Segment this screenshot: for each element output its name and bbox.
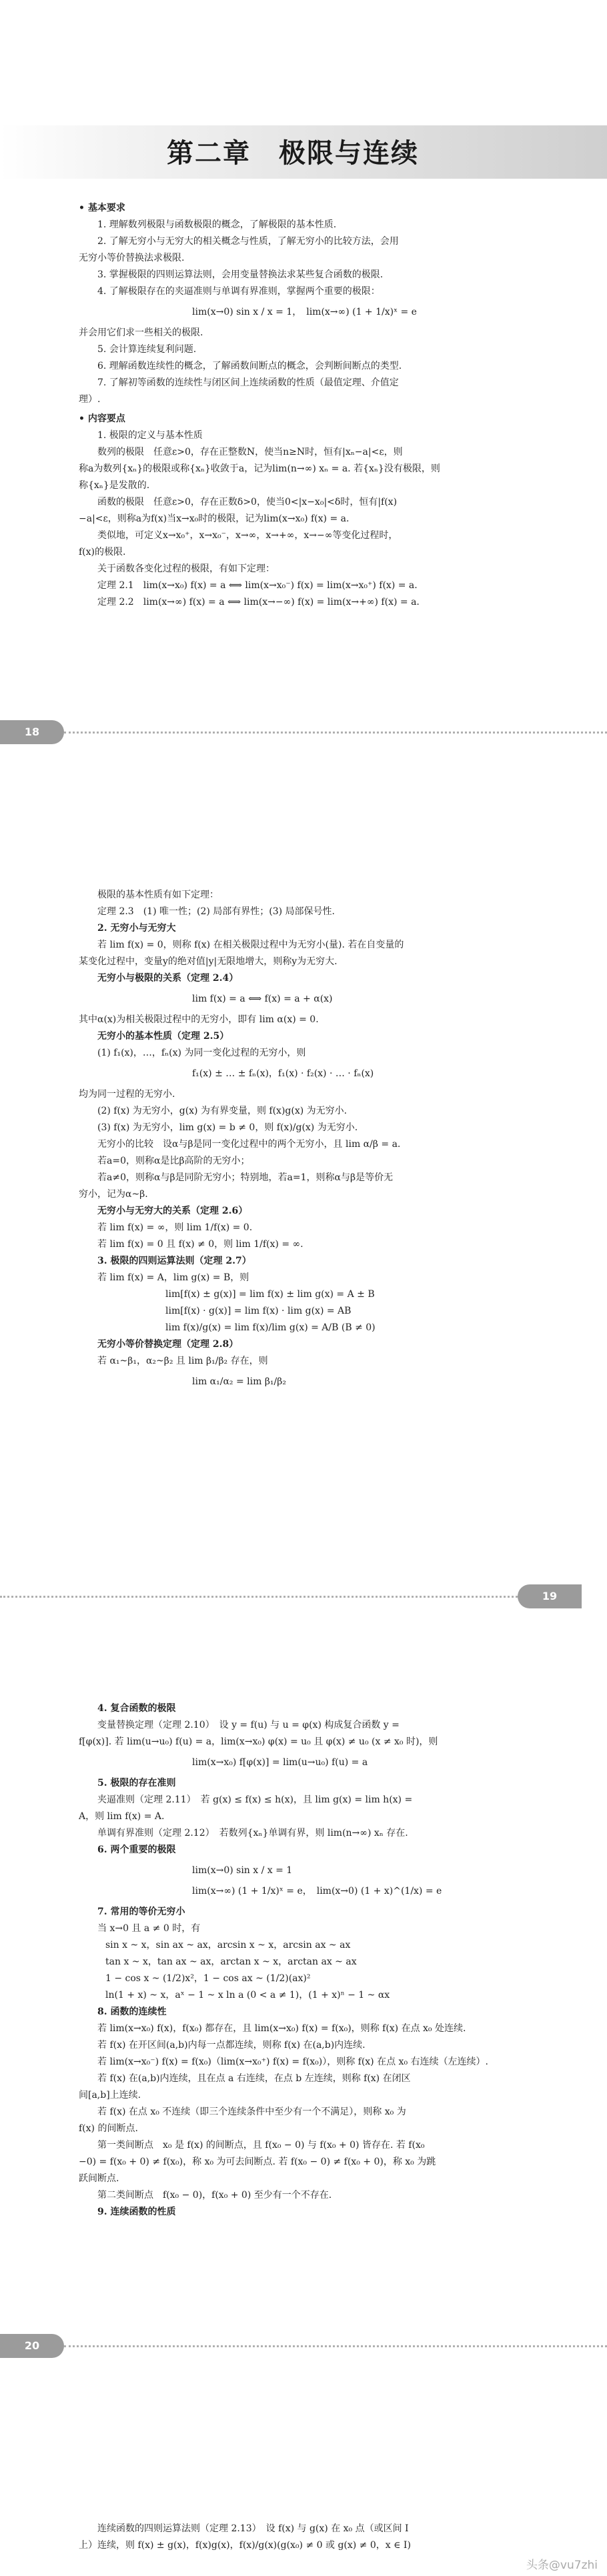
- text-line: 无穷小与无穷大的关系（定理 2.6）: [97, 1206, 248, 1216]
- text-line: 穷小，记为α~β.: [79, 1189, 148, 1200]
- text-line: 函数的极限 任意ε>0，存在正数δ>0，使当0<|x−x₀|<δ时，恒有|f(x): [97, 497, 398, 507]
- text-line: 定理 2.3 (1) 唯一性；(2) 局部有界性；(3) 局部保号性.: [97, 906, 336, 917]
- text-line: 若 lim f(x) = A，lim g(x) = B，则: [97, 1272, 249, 1283]
- text-line: 当 x→0 且 a ≠ 0 时，有: [97, 1923, 201, 1934]
- text-line: 单调有界准则（定理 2.12） 若数列{xₙ}单调有界，则 lim(n→∞) xₙ 存在.: [97, 1828, 408, 1838]
- text-line: 1. 理解数列极限与函数极限的概念，了解极限的基本性质.: [97, 219, 337, 230]
- text-line: 无穷小等价替换法求极限.: [79, 253, 185, 263]
- text-line: 9. 连续函数的性质: [97, 2207, 176, 2217]
- formula-line: tan x ~ x，tan ax ~ ax，arctan x ~ x，arctan ax ~ ax: [105, 1957, 357, 1967]
- text-line: −0) = f(x₀ + 0) ≠ f(x₀)，称 x₀ 为可去间断点. 若 f(x₀ − 0) ≠ f(x₀ + 0)，称 x₀ 为跳: [79, 2157, 436, 2167]
- text-line: 3. 掌握极限的四则运算法则，会用变量替换法求某些复合函数的极限.: [97, 269, 384, 280]
- page-number: 20: [24, 2339, 40, 2352]
- page-divider: [64, 2345, 607, 2347]
- text-line: −a|<ε，则称a为f(x)当x→x₀时的极限，记为lim(x→x₀) f(x) = a.: [79, 513, 350, 524]
- text-line: 若 f(x) 在开区间(a,b)内每一点都连续，则称 f(x) 在(a,b)内连续.: [97, 2040, 366, 2051]
- text-line: 5. 极限的存在准则: [97, 1778, 176, 1788]
- text-line: 间[a,b]上连续.: [79, 2090, 141, 2101]
- text-line: 夹逼准则（定理 2.11） 若 g(x) ≤ f(x) ≤ h(x)，且 lim g(x) = lim h(x) =: [97, 1794, 413, 1805]
- text-line: 若 f(x) 在(a,b)内连续，且在点 a 右连续，在点 b 左连续，则称 f(x) 在闭区: [97, 2073, 411, 2084]
- page-20-content: [79, 1700, 539, 2221]
- text-line: 第二类间断点 f(x₀ − 0)，f(x₀ + 0) 至少有一个不存在.: [97, 2190, 332, 2201]
- text-line: 无穷小的比较 设α与β是同一变化过程中的两个无穷小，且 lim α/β = a.: [97, 1139, 401, 1150]
- formula-line: lim(x→∞) (1 + 1/x)ˣ = e， lim(x→0) (1 + x)^(1/x) = e: [192, 1886, 442, 1896]
- page-20: [0, 1700, 607, 2576]
- text-line: f(x)的极限.: [79, 547, 126, 557]
- formula-line: lim(x→0) sin x / x = 1， lim(x→∞) (1 + 1/x)ˣ = e: [192, 307, 417, 317]
- text-line: 上）连续，则 f(x) ± g(x)，f(x)g(x)，f(x)/g(x)(g(x₀) ≠ 0 或 g(x) ≠ 0，x ∈ I): [79, 2540, 411, 2551]
- page-19: [0, 887, 607, 1614]
- page-number-tab: [518, 1584, 582, 1608]
- page-divider: [0, 1596, 518, 1598]
- formula-line: lim[f(x) ± g(x)] = lim f(x) ± lim g(x) = A ± B: [165, 1289, 375, 1300]
- text-line: 均为同一过程的无穷小.: [79, 1089, 175, 1100]
- text-line: 变量替换定理（定理 2.10） 设 y = f(u) 与 u = φ(x) 构成复合函数 y =: [97, 1720, 400, 1730]
- text-line: 若a=0，则称α是比β高阶的无穷小；: [97, 1156, 250, 1166]
- chapter-title: 第二章 极限与连续: [167, 138, 419, 169]
- text-line: f[φ(x)]. 若 lim(u→u₀) f(u) = a，lim(x→x₀) φ(x) = u₀ 且 φ(x) ≠ u₀ (x ≠ x₀ 时)，则: [79, 1736, 438, 1747]
- formula-line: lim f(x) = a ⟺ f(x) = a + α(x): [192, 994, 333, 1004]
- page-19-content: [79, 887, 539, 1394]
- text-line: • 基本要求: [79, 203, 125, 213]
- text-line: 称a为数列{xₙ}的极限或称{xₙ}收敛于a，记为lim(n→∞) xₙ = a. 若{xₙ}没有极限，则: [79, 463, 440, 474]
- text-line: 若 f(x) 在点 x₀ 不连续（即三个连续条件中至少有一个不满足），则称 x₀ 为: [97, 2107, 406, 2117]
- text-line: 定理 2.2 lim(x→∞) f(x) = a ⟺ lim(x→−∞) f(x) = lim(x→+∞) f(x) = a.: [97, 597, 420, 607]
- text-line: 若 α₁~β₁，α₂~β₂ 且 lim β₁/β₂ 存在，则: [97, 1356, 268, 1366]
- page-18: [0, 0, 607, 754]
- chapter-banner: [0, 125, 607, 179]
- page-number: 18: [24, 726, 40, 738]
- text-line: 无穷小的基本性质（定理 2.5）: [97, 1031, 229, 1042]
- text-line: 2. 无穷小与无穷大: [97, 923, 176, 934]
- text-line: 无穷小与极限的关系（定理 2.4）: [97, 973, 239, 984]
- text-line: 若 lim f(x) = 0 且 f(x) ≠ 0，则 lim 1/f(x) = ∞.: [97, 1239, 304, 1250]
- page-21-footer-text: [79, 2521, 539, 2554]
- formula-line: sin x ~ x，sin ax ~ ax，arcsin x ~ x，arcsin ax ~ ax: [105, 1940, 351, 1951]
- text-line: 若a≠0，则称α与β是同阶无穷小；特别地，若a=1，则称α与β是等价无: [97, 1172, 394, 1183]
- watermark: 头条@vu7zhi: [526, 2559, 598, 2572]
- text-line: 其中α(x)为相关极限过程中的无穷小，即有 lim α(x) = 0.: [79, 1014, 319, 1025]
- formula-line: ln(1 + x) ~ x，aˣ − 1 ~ x ln a (0 < a ≠ 1)，(1 + x)ⁿ − 1 ~ αx: [105, 1990, 390, 2001]
- text-line: 极限的基本性质有如下定理：: [97, 890, 219, 900]
- text-line: 关于函数各变化过程的极限，有如下定理：: [97, 563, 275, 574]
- text-line: 6. 理解函数连续性的概念，了解函数间断点的概念，会判断间断点的类型.: [97, 361, 402, 371]
- page-number: 19: [542, 1590, 558, 1602]
- text-line: 8. 函数的连续性: [97, 2007, 167, 2017]
- text-line: 理）.: [79, 394, 101, 405]
- text-line: 4. 了解极限存在的夹逼准则与单调有界准则，掌握两个重要的极限：: [97, 286, 380, 297]
- text-line: 7. 了解初等函数的连续性与闭区间上连续函数的性质（最值定理、介值定: [97, 377, 399, 388]
- page-18-content: [79, 197, 539, 611]
- text-line: 5. 会计算连续复利问题.: [97, 344, 197, 355]
- page-divider: [64, 732, 607, 734]
- formula-line: f₁(x) ± … ± fₙ(x)，f₁(x) · f₂(x) · … · fₙ(x): [192, 1068, 374, 1079]
- text-line: 连续函数的四则运算法则（定理 2.13） 设 f(x) 与 g(x) 在 x₀ 点（或区间 I: [97, 2523, 409, 2534]
- text-line: 数列的极限 任意ε>0，存在正整数N，使当n≥N时，恒有|xₙ−a|<ε，则: [97, 447, 403, 457]
- text-line: 定理 2.1 lim(x→x₀) f(x) = a ⟺ lim(x→x₀⁻) f(x) = lim(x→x₀⁺) f(x) = a.: [97, 580, 418, 591]
- formula-line: lim f(x)/g(x) = lim f(x)/lim g(x) = A/B (B ≠ 0): [165, 1322, 376, 1333]
- text-line: 第一类间断点 x₀ 是 f(x) 的间断点，且 f(x₀ − 0) 与 f(x₀ + 0) 皆存在. 若 f(x₀: [97, 2140, 425, 2151]
- text-line: 若 lim f(x) = 0，则称 f(x) 在相关极限过程中为无穷小(量). 若在自变量的: [97, 940, 404, 950]
- page-number-tab: [0, 2334, 64, 2358]
- text-line: 某变化过程中，变量y的绝对值|y|无限地增大，则称y为无穷大.: [79, 956, 338, 967]
- page-number-tab: [0, 720, 64, 744]
- text-line: 若 lim(x→x₀) f(x)，f(x₀) 都存在，且 lim(x→x₀) f(x) = f(x₀)，则称 f(x) 在点 x₀ 处连续.: [97, 2023, 466, 2034]
- text-line: 4. 复合函数的极限: [97, 1703, 176, 1714]
- text-line: (3) f(x) 为无穷小，lim g(x) = b ≠ 0，则 f(x)/g(x) 为无穷小.: [97, 1122, 358, 1133]
- text-line: 2. 了解无穷小与无穷大的相关概念与性质，了解无穷小的比较方法，会用: [97, 236, 399, 247]
- formula-line: lim α₁/α₂ = lim β₁/β₂: [192, 1376, 286, 1387]
- formula-line: lim[f(x) · g(x)] = lim f(x) · lim g(x) = AB: [165, 1306, 352, 1316]
- text-line: 若 lim f(x) = ∞，则 lim 1/f(x) = 0.: [97, 1222, 253, 1233]
- text-line: 1. 极限的定义与基本性质: [97, 430, 203, 441]
- text-line: 6. 两个重要的极限: [97, 1844, 176, 1855]
- text-line: A，则 lim f(x) = A.: [79, 1811, 165, 1822]
- formula-line: lim(x→x₀) f[φ(x)] = lim(u→u₀) f(u) = a: [192, 1757, 368, 1768]
- formula-line: 1 − cos x ~ (1/2)x²，1 − cos ax ~ (1/2)(ax)²: [105, 1973, 311, 1984]
- text-line: 无穷小等价替换定理（定理 2.8）: [97, 1339, 239, 1350]
- text-line: 并会用它们求一些相关的极限.: [79, 327, 203, 338]
- text-line: (1) f₁(x)，…，fₙ(x) 为同一变化过程的无穷小，则: [97, 1048, 306, 1058]
- text-line: 类似地，可定义x→x₀⁺，x→x₀⁻，x→∞，x→+∞，x→−∞等变化过程时，: [97, 530, 398, 541]
- text-line: 若 lim(x→x₀⁻) f(x) = f(x₀)（lim(x→x₀⁺) f(x) = f(x₀)），则称 f(x) 在点 x₀ 右连续（左连续）.: [97, 2057, 488, 2067]
- text-line: 称{xₙ}是发散的.: [79, 480, 150, 491]
- text-line: f(x) 的间断点.: [79, 2123, 138, 2134]
- text-line: • 内容要点: [79, 413, 125, 424]
- text-line: 跃间断点.: [79, 2173, 119, 2184]
- text-line: 3. 极限的四则运算法则（定理 2.7）: [97, 1256, 251, 1266]
- formula-line: lim(x→0) sin x / x = 1: [192, 1865, 293, 1876]
- text-line: 7. 常用的等价无穷小: [97, 1906, 185, 1917]
- text-line: (2) f(x) 为无穷小，g(x) 为有界变量，则 f(x)g(x) 为无穷小.: [97, 1106, 348, 1116]
